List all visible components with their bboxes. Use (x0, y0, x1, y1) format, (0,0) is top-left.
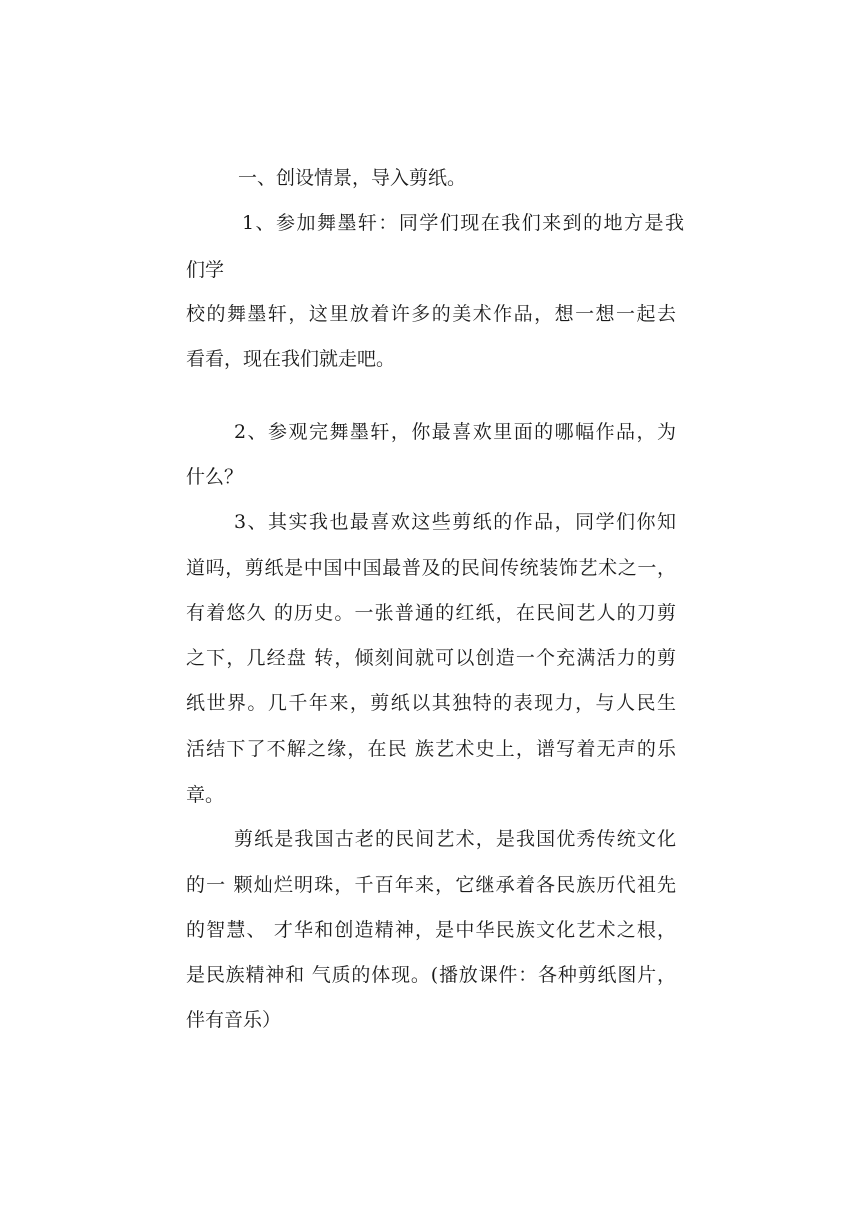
paragraph4-line-4: 是民族精神和 气质的体现。(播放课件：各种剪纸图片， (186, 964, 676, 986)
item3-line-7: 章。 (186, 784, 225, 806)
item3-line-5: 纸世界。几千年来，剪纸以其独特的表现力，与人民生 (186, 692, 676, 714)
item1-line-2: 们学 (186, 259, 225, 281)
item3-line-1: 3、其实我也最喜欢这些剪纸的作品，同学们你知 (234, 511, 676, 533)
item1-line-3: 校的舞墨轩，这里放着许多的美术作品，想一想一起去 (186, 303, 676, 325)
paragraph4-line-1: 剪纸是我国古老的民间艺术，是我国优秀传统文化 (234, 828, 676, 850)
item2-line-2: 什么？ (186, 466, 244, 488)
section-heading: 一、创设情景，导入剪纸。 (238, 167, 467, 189)
paragraph4-line-2: 的一 颗灿烂明珠，千百年来，它继承着各民族历代祖先 (186, 874, 676, 896)
item3-line-3: 有着悠久 的历史。一张普通的红纸，在民间艺人的刀剪 (186, 602, 676, 624)
item3-line-6: 活结下了不解之缘，在民 族艺术史上，谱写着无声的乐 (186, 738, 676, 760)
paragraph4-line-3: 的智慧、 才华和创造精神，是中华民族文化艺术之根， (186, 919, 676, 941)
item3-line-2: 道吗，剪纸是中国中国最普及的民间传统装饰艺术之一， (186, 557, 676, 579)
item2-line-1: 2、参观完舞墨轩，你最喜欢里面的哪幅作品，为 (234, 421, 676, 443)
item1-line-1: 1、参加舞墨轩：同学们现在我们来到的地方是我 (242, 212, 684, 234)
item1-line-4: 看看，现在我们就走吧。 (186, 348, 396, 370)
paragraph4-line-5: 伴有音乐） (186, 1009, 282, 1031)
item3-line-4: 之下，几经盘 转，倾刻间就可以创造一个充满活力的剪 (186, 647, 676, 669)
